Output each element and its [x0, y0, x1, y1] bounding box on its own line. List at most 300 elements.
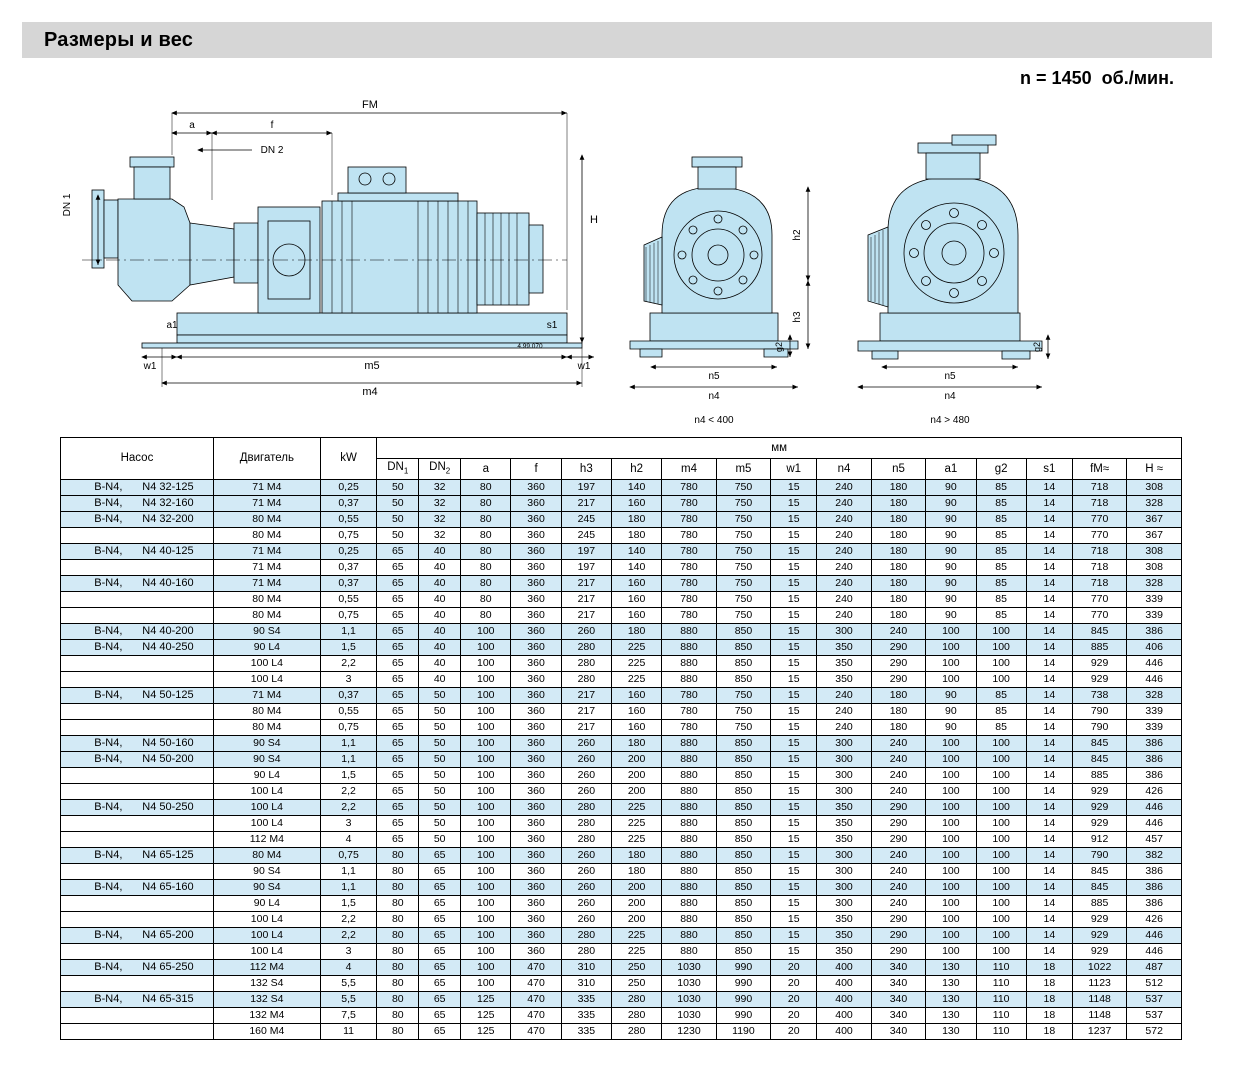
cell-s1: 14: [1026, 496, 1072, 512]
cell-w1: 15: [771, 912, 817, 928]
cell-motor: 71 M4: [213, 560, 320, 576]
cell-fm: 718: [1072, 544, 1126, 560]
cell-w1: 15: [771, 832, 817, 848]
section-header-band: [22, 22, 1212, 58]
cell-f: 360: [511, 496, 561, 512]
cell-h: 386: [1127, 896, 1182, 912]
cell-f: 360: [511, 656, 561, 672]
cell-h2: 180: [611, 624, 661, 640]
cell-f: 360: [511, 832, 561, 848]
cell-fm: 929: [1072, 784, 1126, 800]
cell-dn2: 50: [419, 752, 461, 768]
cell-m5: 850: [716, 880, 770, 896]
cell-a1: 130: [926, 976, 976, 992]
cell-a: 100: [461, 640, 511, 656]
table-row: [61, 1008, 1182, 1024]
cell-dn1: 65: [377, 736, 419, 752]
column-header-n4: n4: [817, 459, 871, 480]
cell-motor: 100 L4: [213, 784, 320, 800]
cell-n4: 400: [817, 1024, 871, 1040]
cell-a1: 100: [926, 928, 976, 944]
cell-dn2: 65: [419, 944, 461, 960]
cell-m4: 780: [662, 704, 716, 720]
cell-h3: 280: [561, 656, 611, 672]
cell-m4: 880: [662, 672, 716, 688]
cell-n5: 180: [871, 512, 925, 528]
cell-n5: 240: [871, 880, 925, 896]
cell-h2: 180: [611, 848, 661, 864]
dimensions-table-wrapper: [60, 437, 1182, 1040]
cell-m4: 880: [662, 640, 716, 656]
cell-m4: 780: [662, 480, 716, 496]
table-row: [61, 720, 1182, 736]
cell-pump: B-N4, N4 32-125: [61, 480, 214, 496]
cell-g2: 85: [976, 704, 1026, 720]
cell-pump: [61, 832, 214, 848]
cell-f: 360: [511, 576, 561, 592]
cell-m5: 750: [716, 688, 770, 704]
cell-m5: 750: [716, 560, 770, 576]
cell-n4: 240: [817, 576, 871, 592]
cell-a: 100: [461, 864, 511, 880]
cell-h2: 225: [611, 656, 661, 672]
cell-dn2: 40: [419, 560, 461, 576]
cell-kw: 1,5: [320, 640, 377, 656]
cell-h: 446: [1127, 656, 1182, 672]
cell-fm: 885: [1072, 896, 1126, 912]
cell-pump: B-N4, N4 32-160: [61, 496, 214, 512]
cell-w1: 20: [771, 976, 817, 992]
cell-dn1: 65: [377, 688, 419, 704]
svg-text:FM: FM: [362, 99, 378, 111]
cell-dn2: 65: [419, 896, 461, 912]
cell-s1: 18: [1026, 992, 1072, 1008]
cell-a: 80: [461, 512, 511, 528]
cell-m4: 880: [662, 800, 716, 816]
cell-a: 100: [461, 832, 511, 848]
table-row: [61, 592, 1182, 608]
cell-fm: 718: [1072, 480, 1126, 496]
cell-h2: 250: [611, 960, 661, 976]
cell-m5: 850: [716, 928, 770, 944]
cell-g2: 85: [976, 480, 1026, 496]
column-header-f: f: [511, 459, 561, 480]
cell-pump: [61, 1024, 214, 1040]
cell-a1: 90: [926, 592, 976, 608]
table-row: [61, 768, 1182, 784]
cell-n5: 180: [871, 688, 925, 704]
cell-a: 80: [461, 592, 511, 608]
cell-kw: 0,25: [320, 480, 377, 496]
cell-n4: 300: [817, 736, 871, 752]
cell-pump: [61, 784, 214, 800]
cell-s1: 14: [1026, 672, 1072, 688]
cell-dn2: 40: [419, 608, 461, 624]
cell-h2: 225: [611, 944, 661, 960]
cell-pump: [61, 608, 214, 624]
cell-kw: 3: [320, 816, 377, 832]
cell-s1: 14: [1026, 752, 1072, 768]
cell-h2: 280: [611, 992, 661, 1008]
cell-m4: 880: [662, 896, 716, 912]
cell-fm: 929: [1072, 912, 1126, 928]
cell-a1: 100: [926, 896, 976, 912]
cell-m5: 750: [716, 512, 770, 528]
table-row: [61, 784, 1182, 800]
cell-n5: 290: [871, 912, 925, 928]
cell-fm: 718: [1072, 560, 1126, 576]
cell-dn1: 80: [377, 944, 419, 960]
cell-dn1: 80: [377, 864, 419, 880]
cell-m5: 850: [716, 832, 770, 848]
cell-n5: 180: [871, 480, 925, 496]
cell-w1: 15: [771, 800, 817, 816]
cell-n4: 300: [817, 784, 871, 800]
cell-a1: 90: [926, 688, 976, 704]
cell-kw: 0,37: [320, 688, 377, 704]
cell-fm: 845: [1072, 624, 1126, 640]
speed-note: [1020, 68, 1174, 89]
cell-w1: 15: [771, 512, 817, 528]
table-row: [61, 704, 1182, 720]
cell-motor: 71 M4: [213, 480, 320, 496]
cell-m4: 780: [662, 576, 716, 592]
cell-g2: 110: [976, 992, 1026, 1008]
cell-dn2: 50: [419, 704, 461, 720]
cell-fm: 790: [1072, 720, 1126, 736]
cell-h2: 160: [611, 704, 661, 720]
technical-drawing: [22, 95, 1212, 425]
cell-a1: 100: [926, 656, 976, 672]
cell-f: 360: [511, 896, 561, 912]
cell-kw: 0,75: [320, 608, 377, 624]
cell-w1: 15: [771, 880, 817, 896]
table-row: [61, 608, 1182, 624]
cell-motor: 71 M4: [213, 496, 320, 512]
cell-motor: 112 M4: [213, 960, 320, 976]
cell-a: 100: [461, 656, 511, 672]
cell-s1: 14: [1026, 848, 1072, 864]
cell-g2: 85: [976, 544, 1026, 560]
cell-n4: 350: [817, 832, 871, 848]
cell-s1: 14: [1026, 544, 1072, 560]
table-row: [61, 480, 1182, 496]
cell-m4: 880: [662, 864, 716, 880]
svg-text:m4: m4: [362, 386, 378, 398]
cell-s1: 14: [1026, 624, 1072, 640]
cell-g2: 85: [976, 720, 1026, 736]
cell-s1: 18: [1026, 1008, 1072, 1024]
cell-m5: 850: [716, 944, 770, 960]
cell-w1: 15: [771, 928, 817, 944]
cell-f: 360: [511, 688, 561, 704]
cell-m4: 1030: [662, 976, 716, 992]
cell-a1: 130: [926, 960, 976, 976]
cell-h3: 280: [561, 672, 611, 688]
cell-f: 360: [511, 848, 561, 864]
cell-m4: 1030: [662, 1008, 716, 1024]
cell-h3: 260: [561, 880, 611, 896]
cell-a1: 100: [926, 944, 976, 960]
cell-pump: [61, 896, 214, 912]
table-body: [61, 480, 1182, 1040]
cell-dn2: 32: [419, 480, 461, 496]
cell-n4: 300: [817, 896, 871, 912]
cell-m5: 850: [716, 672, 770, 688]
cell-g2: 110: [976, 960, 1026, 976]
cell-a: 100: [461, 752, 511, 768]
cell-n4: 350: [817, 816, 871, 832]
cell-g2: 110: [976, 976, 1026, 992]
cell-w1: 15: [771, 736, 817, 752]
table-row: [61, 800, 1182, 816]
cell-a1: 100: [926, 864, 976, 880]
cell-motor: 71 M4: [213, 688, 320, 704]
cell-w1: 15: [771, 672, 817, 688]
cell-h: 386: [1127, 880, 1182, 896]
cell-dn1: 50: [377, 496, 419, 512]
cell-h2: 200: [611, 784, 661, 800]
cell-kw: 1,1: [320, 752, 377, 768]
cell-n5: 290: [871, 640, 925, 656]
cell-pump: B-N4, N4 50-160: [61, 736, 214, 752]
cell-h2: 160: [611, 496, 661, 512]
table-row: [61, 864, 1182, 880]
cell-motor: 100 L4: [213, 672, 320, 688]
table-row: [61, 928, 1182, 944]
column-header-m5: m5: [716, 459, 770, 480]
table-row: [61, 576, 1182, 592]
cell-kw: 2,2: [320, 912, 377, 928]
cell-g2: 100: [976, 880, 1026, 896]
cell-n5: 180: [871, 496, 925, 512]
cell-kw: 3: [320, 672, 377, 688]
cell-s1: 14: [1026, 768, 1072, 784]
cell-kw: 2,2: [320, 928, 377, 944]
cell-m5: 850: [716, 656, 770, 672]
cell-h: 446: [1127, 672, 1182, 688]
cell-n4: 300: [817, 848, 871, 864]
cell-a1: 100: [926, 848, 976, 864]
cell-m5: 850: [716, 816, 770, 832]
cell-n4: 350: [817, 928, 871, 944]
cell-n4: 400: [817, 976, 871, 992]
cell-a: 100: [461, 688, 511, 704]
cell-dn2: 32: [419, 512, 461, 528]
column-header-fm: fM≈: [1072, 459, 1126, 480]
cell-h2: 180: [611, 528, 661, 544]
cell-h3: 260: [561, 848, 611, 864]
cell-m5: 850: [716, 736, 770, 752]
cell-m4: 880: [662, 768, 716, 784]
cell-dn2: 65: [419, 912, 461, 928]
cell-dn2: 50: [419, 736, 461, 752]
cell-h3: 260: [561, 864, 611, 880]
cell-w1: 20: [771, 1024, 817, 1040]
cell-h3: 260: [561, 768, 611, 784]
cell-dn1: 65: [377, 672, 419, 688]
cell-g2: 100: [976, 736, 1026, 752]
cell-s1: 14: [1026, 864, 1072, 880]
table-row: [61, 496, 1182, 512]
cell-g2: 100: [976, 656, 1026, 672]
cell-h: 386: [1127, 752, 1182, 768]
cell-h: 487: [1127, 960, 1182, 976]
cell-dn1: 65: [377, 752, 419, 768]
cell-m5: 750: [716, 496, 770, 512]
cell-a: 125: [461, 1008, 511, 1024]
cell-h: 328: [1127, 576, 1182, 592]
cell-m5: 850: [716, 848, 770, 864]
cell-n4: 300: [817, 864, 871, 880]
svg-text:n5: n5: [944, 371, 956, 382]
cell-g2: 85: [976, 608, 1026, 624]
cell-dn1: 50: [377, 512, 419, 528]
cell-m4: 780: [662, 560, 716, 576]
cell-h2: 225: [611, 816, 661, 832]
cell-s1: 14: [1026, 576, 1072, 592]
cell-a1: 100: [926, 672, 976, 688]
cell-fm: 790: [1072, 848, 1126, 864]
cell-n4: 350: [817, 640, 871, 656]
cell-s1: 14: [1026, 784, 1072, 800]
table-header: [61, 438, 1182, 480]
cell-f: 360: [511, 640, 561, 656]
cell-h: 406: [1127, 640, 1182, 656]
cell-dn2: 40: [419, 640, 461, 656]
cell-h: 426: [1127, 784, 1182, 800]
cell-dn1: 80: [377, 880, 419, 896]
cell-w1: 15: [771, 816, 817, 832]
cell-s1: 14: [1026, 896, 1072, 912]
cell-dn1: 65: [377, 624, 419, 640]
cell-fm: 845: [1072, 736, 1126, 752]
cell-dn2: 65: [419, 880, 461, 896]
cell-f: 360: [511, 752, 561, 768]
cell-n4: 240: [817, 480, 871, 496]
cell-a: 100: [461, 720, 511, 736]
cell-s1: 14: [1026, 592, 1072, 608]
column-header-h2: h2: [611, 459, 661, 480]
cell-dn2: 65: [419, 1024, 461, 1040]
cell-dn2: 50: [419, 784, 461, 800]
cell-h: 386: [1127, 768, 1182, 784]
cell-a1: 100: [926, 640, 976, 656]
cell-dn2: 40: [419, 592, 461, 608]
cell-m4: 780: [662, 496, 716, 512]
cell-h: 367: [1127, 512, 1182, 528]
svg-text:n4: n4: [944, 391, 956, 402]
cell-dn2: 50: [419, 816, 461, 832]
cell-m5: 850: [716, 624, 770, 640]
cell-m4: 1030: [662, 992, 716, 1008]
cell-dn1: 80: [377, 848, 419, 864]
cell-w1: 15: [771, 496, 817, 512]
cell-m4: 780: [662, 720, 716, 736]
cell-w1: 15: [771, 640, 817, 656]
cell-w1: 15: [771, 752, 817, 768]
cell-dn1: 65: [377, 720, 419, 736]
cell-motor: 90 S4: [213, 752, 320, 768]
table-row: [61, 960, 1182, 976]
cell-h3: 260: [561, 912, 611, 928]
cell-a1: 90: [926, 720, 976, 736]
cell-a1: 100: [926, 736, 976, 752]
cell-w1: 15: [771, 592, 817, 608]
cell-n5: 290: [871, 816, 925, 832]
table-row: [61, 528, 1182, 544]
cell-kw: 2,2: [320, 784, 377, 800]
cell-kw: 5,5: [320, 992, 377, 1008]
table-row: [61, 992, 1182, 1008]
cell-m5: 750: [716, 528, 770, 544]
cell-w1: 15: [771, 864, 817, 880]
table-row: [61, 880, 1182, 896]
svg-text:w1: w1: [143, 361, 157, 372]
cell-h2: 225: [611, 672, 661, 688]
table-row: [61, 912, 1182, 928]
cell-n4: 300: [817, 624, 871, 640]
cell-n5: 240: [871, 624, 925, 640]
cell-h3: 280: [561, 800, 611, 816]
cell-h3: 245: [561, 528, 611, 544]
cell-dn2: 65: [419, 864, 461, 880]
cell-h: 446: [1127, 928, 1182, 944]
cell-s1: 14: [1026, 912, 1072, 928]
cell-s1: 18: [1026, 976, 1072, 992]
cell-fm: 929: [1072, 816, 1126, 832]
cell-w1: 15: [771, 528, 817, 544]
cell-h: 308: [1127, 480, 1182, 496]
cell-a: 100: [461, 736, 511, 752]
cell-f: 360: [511, 864, 561, 880]
cell-pump: B-N4, N4 65-315: [61, 992, 214, 1008]
cell-f: 470: [511, 1008, 561, 1024]
cell-s1: 14: [1026, 720, 1072, 736]
cell-w1: 15: [771, 768, 817, 784]
cell-a1: 90: [926, 496, 976, 512]
cell-pump: B-N4, N4 32-200: [61, 512, 214, 528]
cell-g2: 85: [976, 576, 1026, 592]
svg-text:n4 < 400: n4 < 400: [694, 415, 734, 425]
cell-h3: 280: [561, 832, 611, 848]
cell-a1: 130: [926, 992, 976, 1008]
cell-fm: 1148: [1072, 1008, 1126, 1024]
cell-dn1: 50: [377, 528, 419, 544]
cell-motor: 90 L4: [213, 768, 320, 784]
cell-h2: 140: [611, 544, 661, 560]
cell-pump: [61, 720, 214, 736]
cell-fm: 770: [1072, 512, 1126, 528]
cell-h: 328: [1127, 496, 1182, 512]
cell-n4: 240: [817, 560, 871, 576]
cell-motor: 90 S4: [213, 624, 320, 640]
cell-motor: 100 L4: [213, 800, 320, 816]
cell-pump: B-N4, N4 40-250: [61, 640, 214, 656]
cell-dn1: 65: [377, 800, 419, 816]
cell-a: 125: [461, 992, 511, 1008]
cell-pump: [61, 976, 214, 992]
cell-h2: 250: [611, 976, 661, 992]
cell-m5: 1190: [716, 1024, 770, 1040]
cell-dn2: 50: [419, 800, 461, 816]
cell-fm: 770: [1072, 592, 1126, 608]
cell-m5: 850: [716, 912, 770, 928]
header-mm: мм: [377, 438, 1182, 459]
cell-w1: 15: [771, 608, 817, 624]
cell-dn1: 65: [377, 816, 419, 832]
cell-m4: 1230: [662, 1024, 716, 1040]
